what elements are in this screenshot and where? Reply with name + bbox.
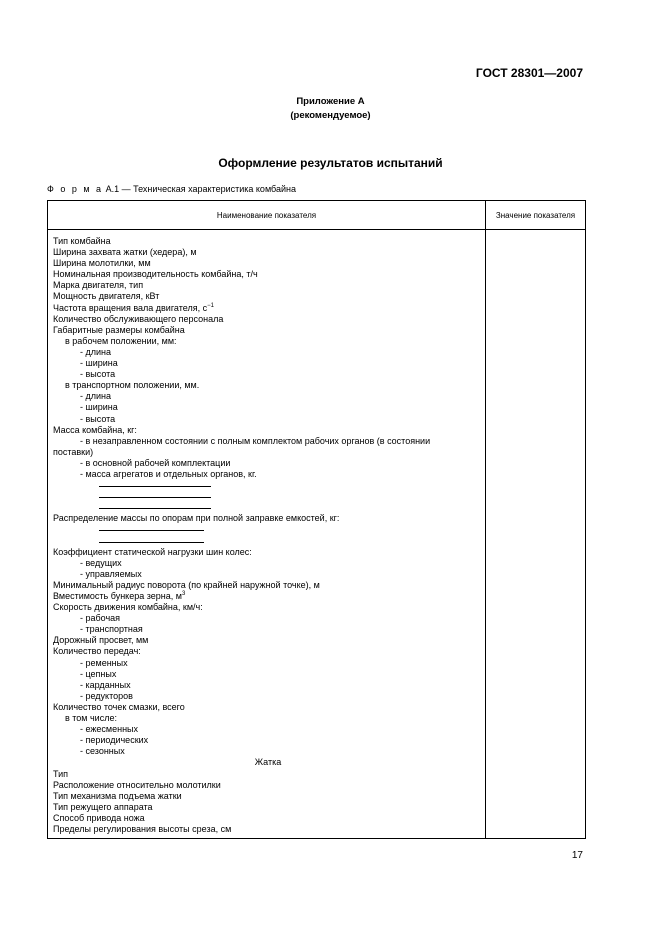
appendix-title: Приложение А xyxy=(296,96,365,107)
list-item: Масса комбайна, кг: xyxy=(53,424,137,435)
list-item xyxy=(53,591,483,602)
list-item: - периодических xyxy=(80,735,149,746)
list-item: в рабочем положении, мм: xyxy=(65,335,177,346)
list-item: - высота xyxy=(80,413,116,424)
indicator-names-cell xyxy=(48,230,486,839)
indicator-values-cell xyxy=(486,230,586,839)
list-item: Тип механизма подъема жатки xyxy=(53,790,182,801)
list-item: - транспортная xyxy=(80,624,143,635)
list-item: Ширина захвата жатки (хедера), м xyxy=(53,247,197,258)
list-item: Расположение относительно молотилки xyxy=(53,779,221,790)
subsection-heading: Жатка xyxy=(254,757,282,768)
list-item: Номинальная производительность комбайна, т/ч xyxy=(53,269,258,280)
list-item xyxy=(53,303,483,314)
table-header-row xyxy=(48,201,586,230)
list-item: Мощность двигателя, кВт xyxy=(53,291,160,302)
list-item: Марка двигателя, тип xyxy=(53,280,144,291)
list-item-text: Частота вращения вала двигателя, с xyxy=(53,302,208,313)
list-item: - ременных xyxy=(80,657,128,668)
list-item: Ширина молотилки, мм xyxy=(53,258,151,269)
list-item: Тип режущего аппарата xyxy=(53,801,153,812)
list-item: - высота xyxy=(80,369,116,380)
blank-line xyxy=(53,480,483,491)
list-item: - цепных xyxy=(80,668,117,679)
list-item: - длина xyxy=(80,346,112,357)
list-item: Количество обслуживающего персонала xyxy=(53,313,224,324)
form-label: А.1 — Техническая характеристика комбайна xyxy=(105,184,296,194)
list-item: - редукторов xyxy=(80,690,133,701)
list-item: Тип комбайна xyxy=(53,236,111,246)
list-item: Минимальный радиус поворота (по крайней наружной точке), м xyxy=(53,579,320,590)
indicator-value-header: Значение показателя xyxy=(486,201,586,230)
characteristics-table xyxy=(47,200,586,839)
list-item: поставки) xyxy=(53,446,94,457)
list-item: Коэффициент статической нагрузки шин колес: xyxy=(53,546,252,557)
table-body-row xyxy=(48,230,586,839)
list-item: Количество передач: xyxy=(53,646,141,657)
list-item: в транспортном положении, мм. xyxy=(65,380,200,391)
blank-line xyxy=(53,536,483,547)
indicator-name-header: Наименование показателя xyxy=(48,201,486,230)
list-item: Габаритные размеры комбайна xyxy=(53,324,185,335)
page-number: 17 xyxy=(571,850,583,861)
appendix-heading xyxy=(0,95,661,123)
list-item: Дорожный просвет, мм xyxy=(53,635,149,646)
list-item: Количество точек смазки, всего xyxy=(53,701,185,712)
list-item: Способ привода ножа xyxy=(53,812,145,823)
list-item: Тип xyxy=(53,768,69,779)
superscript: 3 xyxy=(181,591,186,597)
list-item: - в незаправленном состоянии с полным комплектом рабочих органов (в состоянии xyxy=(80,435,431,446)
list-item: - в основной рабочей комплектации xyxy=(80,457,231,468)
blank-line xyxy=(53,491,483,502)
standard-number: ГОСТ 28301—2007 xyxy=(475,66,583,80)
list-item: - карданных xyxy=(80,679,131,690)
blank-line xyxy=(53,524,483,535)
list-item: Скорость движения комбайна, км/ч: xyxy=(53,602,203,613)
list-item: Распределение массы по опорам при полной заправке емкостей, кг: xyxy=(53,513,340,524)
list-item: - ширина xyxy=(80,402,118,413)
list-item-text: Вместимость бункера зерна, м xyxy=(53,591,182,601)
list-item: - сезонных xyxy=(80,746,125,757)
list-item: Пределы регулирования высоты среза, см xyxy=(53,823,232,834)
list-item: - ежесменных xyxy=(80,724,139,735)
list-item: - масса агрегатов и отдельных органов, кг. xyxy=(80,468,257,479)
list-item: - ведущих xyxy=(80,557,122,568)
list-item: в том числе: xyxy=(65,713,117,724)
appendix-subtitle: (рекомендуемое) xyxy=(290,110,371,121)
blank-line xyxy=(53,502,483,513)
list-item: - управляемых xyxy=(80,568,142,579)
form-prefix: Ф о р м а xyxy=(47,184,104,194)
list-item: - длина xyxy=(80,391,112,402)
list-item: - рабочая xyxy=(80,613,121,624)
list-item: - ширина xyxy=(80,358,118,369)
section-title: Оформление результатов испытаний xyxy=(218,156,443,170)
superscript: −1 xyxy=(207,302,214,309)
form-caption xyxy=(47,184,296,194)
